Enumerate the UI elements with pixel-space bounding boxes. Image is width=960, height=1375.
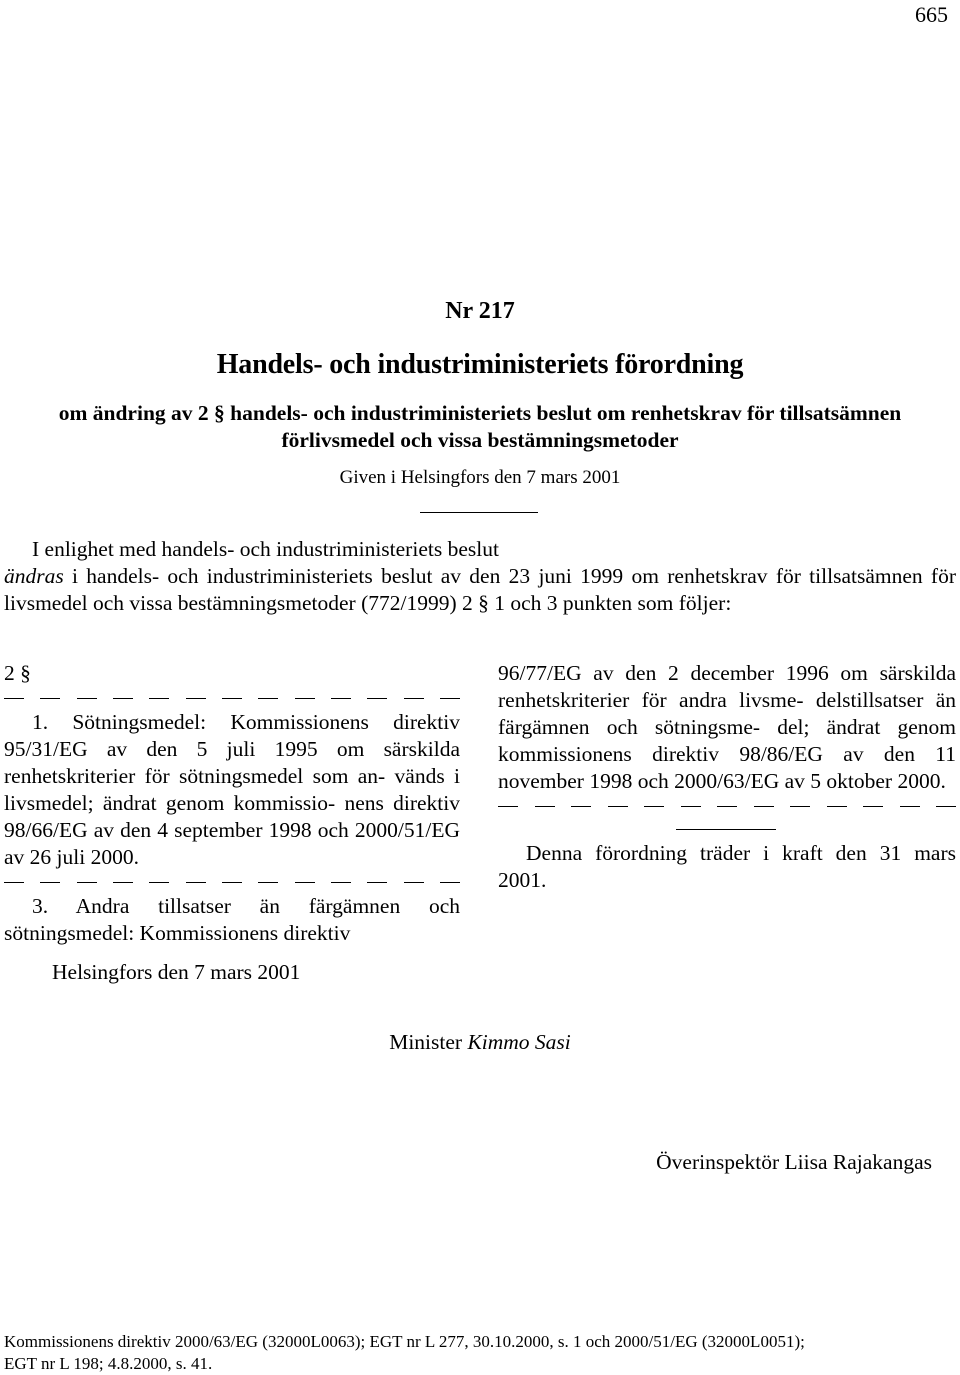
section-heading: 2 §	[4, 661, 31, 685]
footnote	[4, 1331, 956, 1375]
inspector-signature: Överinspektör Liisa Rajakangas	[656, 1150, 932, 1174]
omission-dashes	[4, 687, 460, 709]
omission-dashes	[498, 795, 956, 817]
subtitle-line-1: om ändring av 2 § handels- och industriministeriets beslut om renhetskrav för tillsatsämnen	[58, 401, 902, 425]
entry-into-force: Denna förordning träder i kraft den 31 mars 2001.	[498, 841, 956, 892]
document-subtitle	[0, 400, 960, 454]
intro-emphasis: ändras	[4, 564, 64, 588]
omission-dashes	[4, 871, 460, 893]
right-column	[498, 660, 956, 894]
given-date: Given i Helsingfors den 7 mars 2001	[339, 467, 621, 488]
place-and-date: Helsingfors den 7 mars 2001	[52, 960, 301, 984]
footnote-line-2: EGT nr L 198; 4.8.2000, s. 41.	[4, 1354, 213, 1373]
footnote-line-1: Kommissionens direktiv 2000/63/EG (32000L0063); EGT nr L 277, 30.10.2000, s. 1 och 2000/51/EG (32000L0051);	[4, 1332, 805, 1351]
intro-paragraph	[4, 536, 956, 617]
header-rule	[420, 512, 538, 513]
left-column	[4, 660, 460, 947]
intro-body	[4, 563, 956, 617]
minister-name: Kimmo Sasi	[467, 1030, 571, 1054]
intro-line-1: I enlighet med handels- och industriministeriets beslut	[32, 537, 499, 561]
minister-signature	[0, 1030, 960, 1055]
page-number: 665	[915, 2, 948, 27]
section-end-rule	[676, 829, 776, 830]
item-3-other-additives: 3. Andra tillsatser än färgämnen och sötningsmedel: Kommissionens direktiv	[4, 894, 460, 945]
item-1-sweeteners: 1. Sötningsmedel: Kommissionens direktiv 95/31/EG av den 5 juli 1995 om särskilda renhetskriterier för sötningsmedel som an- vänds i livsmedel; ändrat genom kommissio- nens direktiv 98/66/EG av den 4 september 1998 och 2000/51/EG av 26 juli 2000.	[4, 710, 460, 869]
intro-rest: i handels- och industriministeriets beslut av den 23 juni 1999 om renhetskrav för tillsatsämnen för livsmedel och vissa bestämningsmetoder (772/1999) 2 § 1 och 3 punkten som följer:	[4, 564, 956, 615]
statute-number: Nr 217	[445, 298, 515, 324]
item-3-continued: 96/77/EG av den 2 december 1996 om särskilda renhetskriterier för andra livsme- delstillsatser än färgämnen och sötningsme- del; ändrat genom kommissionens direktiv 98/86/EG av den 11 november 1998 och 2000/63/EG av 5 oktober 2000.	[498, 661, 956, 793]
subtitle-line-2: förlivsmedel och vissa bestämningsmetoder	[281, 428, 679, 452]
minister-title: Minister	[389, 1030, 463, 1054]
document-title: Handels- och industriministeriets förordning	[216, 349, 744, 380]
